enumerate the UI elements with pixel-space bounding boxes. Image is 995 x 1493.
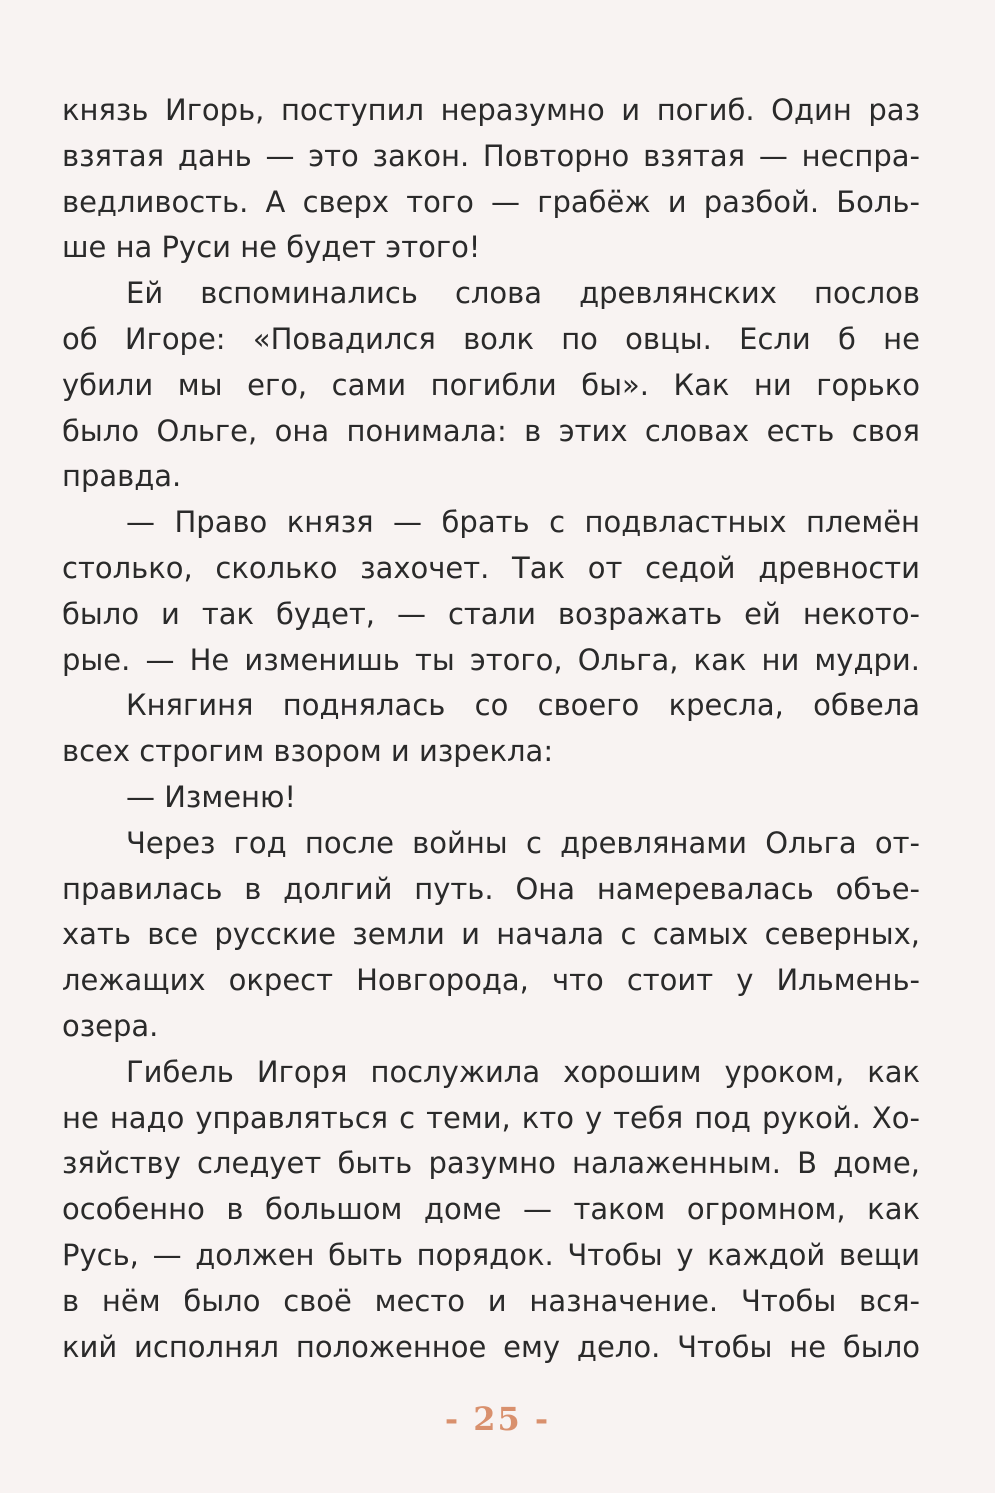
text-line: озера. bbox=[62, 1008, 159, 1043]
text-line: Через год после войны с древлянами Ольга от- bbox=[126, 825, 920, 860]
text-line: особенно в большом доме — таком огромном, как bbox=[62, 1192, 920, 1227]
text-line: Гибель Игоря послужила хорошим уроком, как bbox=[126, 1054, 920, 1089]
text-line: зяйству следует быть разумно налаженным. В доме, bbox=[62, 1146, 920, 1181]
text-line: ше на Руси не будет этого! bbox=[62, 230, 481, 265]
text-line: кий исполнял положенное ему дело. Чтобы не было bbox=[62, 1329, 920, 1364]
text-line: — Право князя — брать с подвластных племён bbox=[126, 505, 920, 540]
text-line: было и так будет, — стали возражать ей некото- bbox=[62, 596, 920, 631]
text-line: князь Игорь, поступил неразумно и погиб. Один раз bbox=[62, 93, 920, 127]
text-line: об Игоре: «Повадился волк по овцы. Если б не bbox=[62, 321, 920, 356]
text-line: — Изменю! bbox=[126, 779, 297, 814]
text-line: Княгиня поднялась со своего кресла, обвела bbox=[126, 688, 920, 723]
text-line: взятая дань — это закон. Повторно взятая — неспра- bbox=[62, 138, 920, 173]
text-line: правилась в долгий путь. Она намеревалась объе- bbox=[62, 871, 920, 906]
text-line: Русь, — должен быть порядок. Чтобы у каждой вещи bbox=[62, 1237, 920, 1272]
text-line: убили мы его, сами погибли бы». Как ни горько bbox=[62, 367, 920, 402]
page-number: - 25 - bbox=[444, 1400, 551, 1438]
text-line: не надо управляться с теми, кто у тебя под рукой. Хо- bbox=[62, 1100, 920, 1135]
text-line: правда. bbox=[62, 459, 182, 494]
text-line: рые. — Не изменишь ты этого, Ольга, как ни мудри. bbox=[62, 642, 920, 677]
text-line: столько, сколько захочет. Так от седой древности bbox=[62, 550, 920, 585]
text-line: Ей вспоминались слова древлянских послов bbox=[126, 276, 920, 311]
text-line: хать все русские земли и начала с самых северных, bbox=[62, 917, 920, 952]
text-line: в нём было своё место и назначение. Чтобы вся- bbox=[62, 1283, 920, 1318]
page-text bbox=[62, 88, 920, 1370]
text-line: всех строгим взором и изрекла: bbox=[62, 734, 554, 769]
text-line: ведливость. А сверх того — грабёж и разбой. Боль- bbox=[62, 184, 920, 219]
text-line: было Ольге, она понимала: в этих словах есть своя bbox=[62, 413, 920, 448]
text-line: лежащих окрест Новгорода, что стоит у Ильмень- bbox=[62, 963, 920, 998]
